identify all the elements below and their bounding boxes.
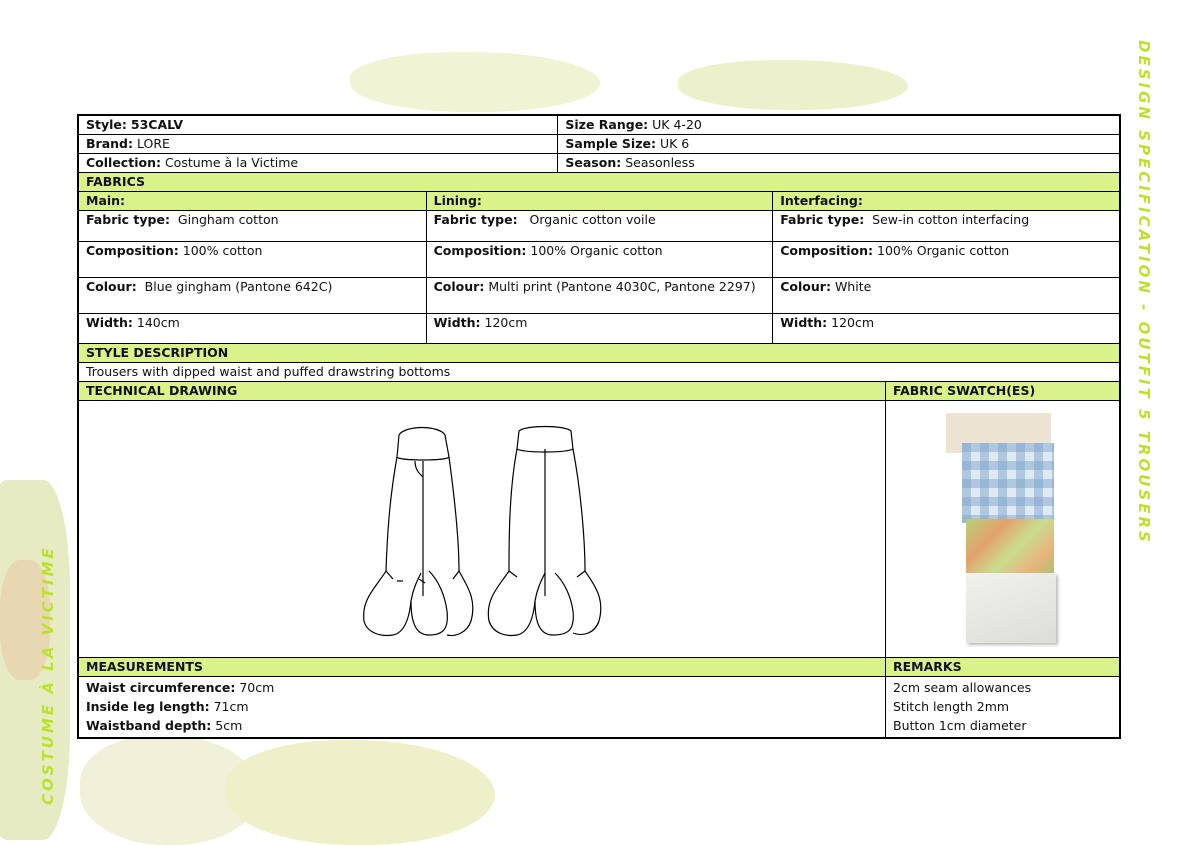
main-fabric-type	[79, 211, 426, 241]
composition-label: Composition:	[780, 243, 874, 258]
season-label: Season:	[565, 155, 622, 170]
width-label: Width:	[780, 315, 828, 330]
collection-value: Costume à la Victime	[164, 155, 299, 170]
style-cell	[79, 116, 557, 134]
collection-label: Collection:	[86, 155, 161, 170]
main-composition	[79, 242, 426, 277]
lining-heading: Lining:	[426, 192, 773, 210]
season-cell	[557, 154, 1119, 172]
colour-value: Blue gingham (Pantone 642C)	[144, 279, 333, 294]
fabric-type-label: Fabric type:	[780, 212, 865, 227]
collection-cell	[79, 154, 557, 172]
header-row-3	[79, 154, 1119, 173]
composition-label: Composition:	[86, 243, 179, 258]
measurement-value: 70cm	[239, 680, 275, 695]
fabric-type-value: Sew-in cotton interfacing	[872, 212, 1030, 227]
swatch-multi-print	[966, 519, 1054, 575]
drawing-row	[79, 401, 1119, 658]
size-range-value: UK 4-20	[652, 117, 702, 132]
fabric-type-label: Fabric type:	[433, 212, 518, 227]
sample-size-cell	[557, 135, 1119, 153]
main-width	[79, 314, 426, 343]
side-title-right: DESIGN SPECIFICATION - OUTFIT 5 TROUSERS	[1135, 40, 1153, 545]
measurement-label: Waistband depth:	[86, 718, 212, 733]
watercolor-blob-bottom-2	[225, 740, 495, 845]
size-range-cell	[557, 116, 1119, 134]
remarks-list	[885, 677, 1119, 737]
style-value: 53CALV	[130, 117, 184, 132]
fabric-type-value: Organic cotton voile	[529, 212, 656, 227]
trousers-back-view	[488, 427, 601, 636]
composition-value: 100% Organic cotton	[877, 243, 1010, 258]
remark-item: 2cm seam allowances	[893, 680, 1032, 695]
technical-drawing-title: TECHNICAL DRAWING	[79, 382, 885, 400]
lining-composition	[426, 242, 773, 277]
swatch-gingham	[962, 443, 1054, 523]
drawing-header-row	[79, 382, 1119, 401]
fabrics-header-row	[79, 173, 1119, 192]
fabric-swatches-title: FABRIC SWATCH(ES)	[885, 382, 1119, 400]
colour-label: Colour:	[86, 279, 137, 294]
fabric-swatch-area	[885, 401, 1119, 657]
lining-colour	[426, 278, 773, 313]
interfacing-heading: Interfacing:	[772, 192, 1119, 210]
interfacing-width	[772, 314, 1119, 343]
style-description-header-row	[79, 344, 1119, 363]
style-description-text: Trousers with dipped waist and puffed drawstring bottoms	[86, 364, 451, 379]
measurements-title: MEASUREMENTS	[79, 658, 885, 676]
width-label: Width:	[433, 315, 481, 330]
style-label: Style:	[86, 117, 127, 132]
composition-value: 100% Organic cotton	[530, 243, 663, 258]
remark-item: Button 1cm diameter	[893, 718, 1027, 733]
measurement-label: Inside leg length:	[86, 699, 210, 714]
interfacing-composition	[772, 242, 1119, 277]
fabrics-title: FABRICS	[79, 173, 1119, 191]
brand-cell	[79, 135, 557, 153]
style-description-title: STYLE DESCRIPTION	[79, 344, 1119, 362]
measurements-row	[79, 677, 1119, 737]
main-heading: Main:	[79, 192, 426, 210]
watercolor-blob-top-left	[350, 52, 600, 112]
fabric-columns-row	[79, 192, 1119, 211]
interfacing-fabric-type	[772, 211, 1119, 241]
width-value: 120cm	[831, 315, 875, 330]
watercolor-blob-top-right	[678, 60, 908, 110]
measurement-value: 5cm	[215, 718, 243, 733]
size-range-label: Size Range:	[565, 117, 649, 132]
interfacing-colour	[772, 278, 1119, 313]
width-label: Width:	[86, 315, 133, 330]
colour-value: White	[834, 279, 872, 294]
measurement-item	[86, 678, 878, 697]
sample-size-label: Sample Size:	[565, 136, 656, 151]
colour-row	[79, 278, 1119, 314]
colour-label: Colour:	[780, 279, 831, 294]
fabric-type-value: Gingham cotton	[177, 212, 279, 227]
fabric-type-row	[79, 211, 1119, 242]
main-colour	[79, 278, 426, 313]
measurement-item	[86, 716, 878, 735]
composition-value: 100% cotton	[182, 243, 263, 258]
season-value: Seasonless	[625, 155, 695, 170]
lining-fabric-type	[426, 211, 773, 241]
brand-value: LORE	[136, 136, 170, 151]
measurement-item	[86, 697, 878, 716]
fabric-type-label: Fabric type:	[86, 212, 170, 227]
header-row-1	[79, 116, 1119, 135]
width-row	[79, 314, 1119, 344]
swatch-white-interfacing	[966, 573, 1056, 643]
width-value: 120cm	[484, 315, 528, 330]
composition-row	[79, 242, 1119, 278]
colour-value: Multi print (Pantone 4030C, Pantone 2297)	[488, 279, 756, 294]
trousers-technical-drawing	[359, 421, 659, 661]
remarks-title: REMARKS	[885, 658, 1119, 676]
side-title-left: COSTUME À LA VICTIME	[39, 545, 57, 805]
style-description-row	[79, 363, 1119, 382]
composition-label: Composition:	[433, 243, 527, 258]
header-row-2	[79, 135, 1119, 154]
colour-label: Colour:	[433, 279, 485, 294]
measurements-list	[79, 677, 885, 737]
brand-label: Brand:	[86, 136, 133, 151]
technical-drawing-area	[79, 401, 885, 657]
remark-item: Stitch length 2mm	[893, 699, 1010, 714]
measurement-label: Waist circumference:	[86, 680, 236, 695]
lining-width	[426, 314, 773, 343]
measurement-value: 71cm	[213, 699, 249, 714]
sample-size-value: UK 6	[659, 136, 690, 151]
width-value: 140cm	[136, 315, 180, 330]
trousers-front-view	[364, 428, 473, 636]
spec-sheet	[77, 114, 1121, 739]
